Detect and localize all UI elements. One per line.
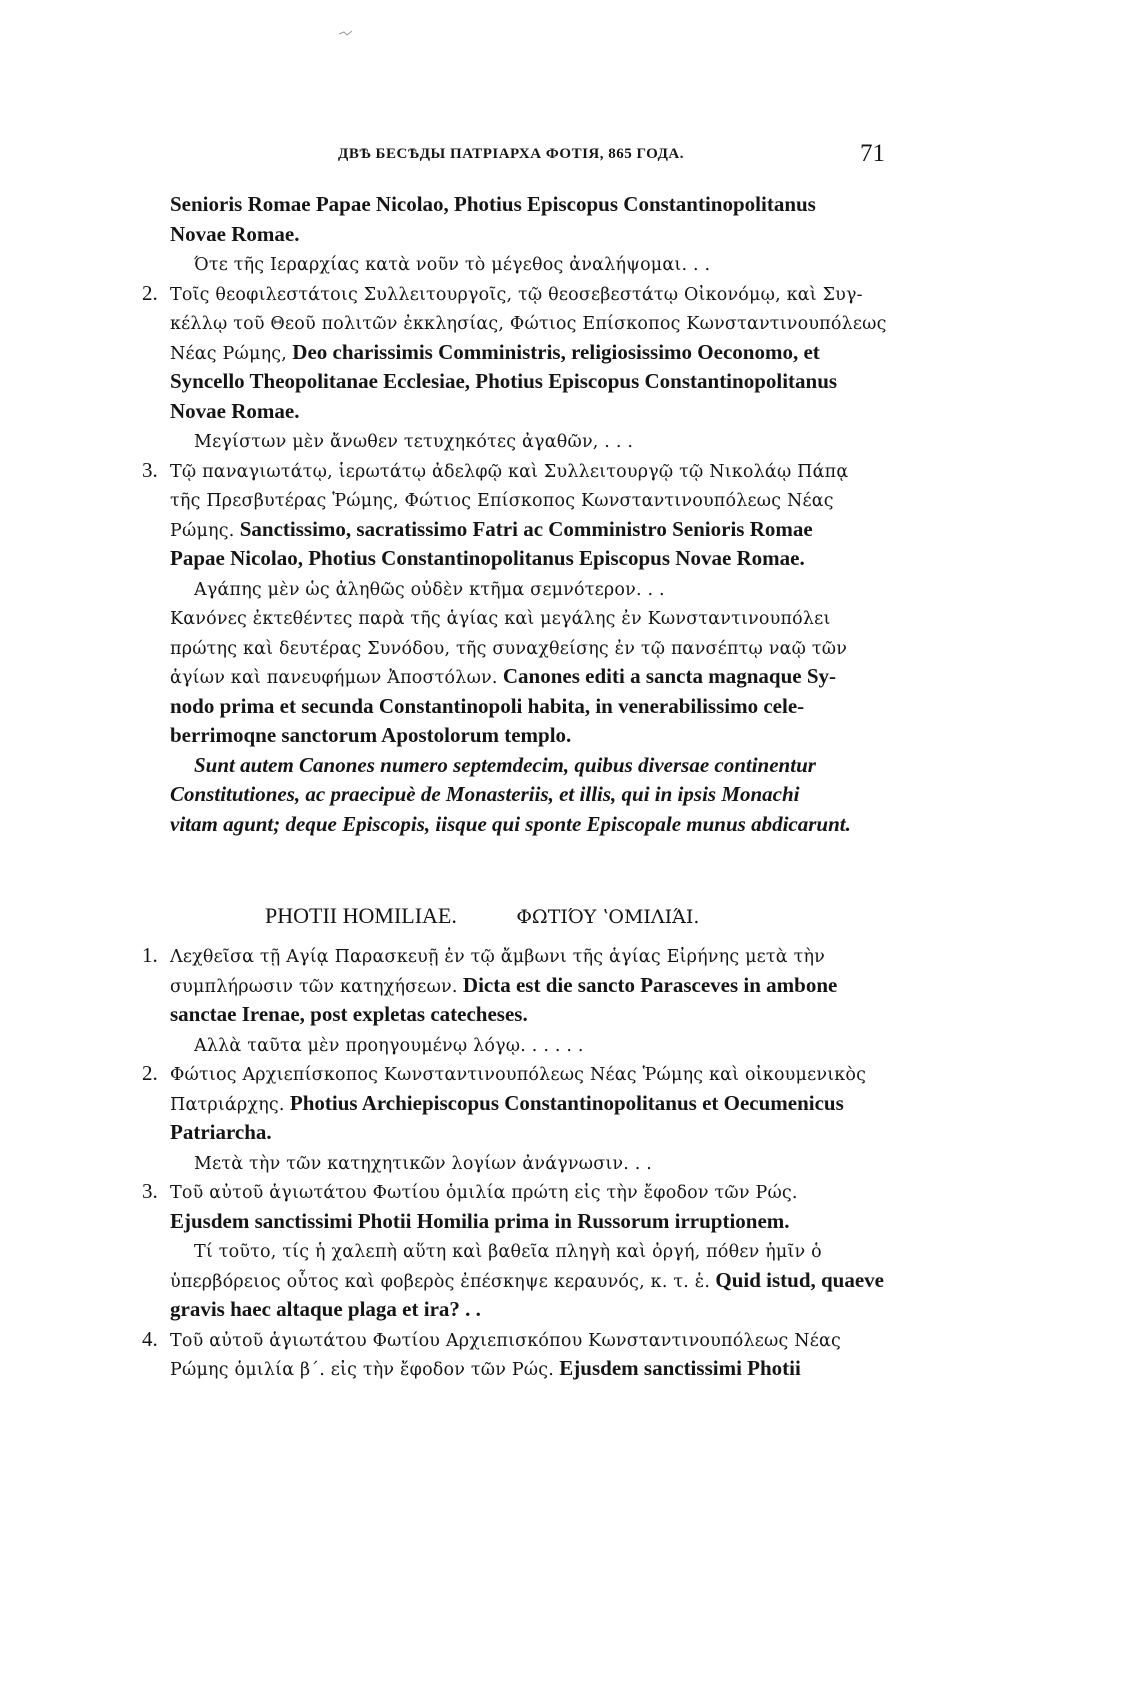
text-line: Νέας Ρώμης, Deo charissimis Comministris, religiosissimo Oeconomo, et — [170, 339, 820, 364]
section-heading-latin: PHOTII HOMILIAE. — [265, 903, 457, 928]
italic-note-line: vitam agunt; deque Episcopis, iisque qui sponte Episcopale munus abdicarunt. — [170, 811, 851, 836]
ink-speck-mark — [338, 28, 354, 38]
canones-line: Κανόνες ἐκτεθέντες παρὰ τῆς ἁγίας καὶ μεγάλης ἐν Κωνσταντινουπόλει — [170, 609, 831, 629]
incipit-line: Αγάπης μὲν ὡς ἀληθῶς οὐδὲν κτῆμα σεμνότερον. . . — [194, 579, 665, 600]
text-line: Ejusdem sanctissimi Photii Homilia prima in Russorum irruptionem. — [170, 1208, 790, 1233]
text-line: nodo prima et secunda Constantinopoli habita, in venerabilissimo cele- — [170, 693, 805, 718]
text-line: Patriarcha. — [170, 1120, 272, 1144]
incipit-line: Αλλὰ ταῦτα μὲν προηγουμένῳ λόγῳ. . . . . . — [194, 1035, 584, 1056]
section-heading — [170, 891, 885, 941]
page-body — [142, 190, 887, 1384]
text-line: πρώτης καὶ δευτέρας Συνόδου, τῆς συναχθείσης ἐν τῷ πανσέπτῳ ναῷ τῶν — [170, 638, 848, 659]
incipit-line: Μετὰ τὴν τῶν κατηχητικῶν λογίων ἀνάγνωσιν. . . — [194, 1153, 653, 1174]
text-line: συμπλήρωσιν τῶν κατηχήσεων. Dicta est die sancto Parasceves in ambone — [170, 972, 838, 997]
text-line: Πατριάρχης. Photius Archiepiscopus Constantinopolitanus et Oecumenicus — [170, 1090, 844, 1115]
text-line: ἁγίων καὶ πανευφήμων Ἀποστόλων. Canones editi a sancta magnaque Sy- — [170, 664, 837, 688]
text-line: Novae Romae. — [170, 221, 300, 246]
page-number: 71 — [860, 140, 885, 167]
text-line: Syncello Theopolitanae Ecclesiae, Photius Episcopus Constantinopolitanus — [170, 369, 838, 393]
section-heading-greek: ΦΩΤΙΌΥ ʽΟΜΙΛΙΆΙ. — [516, 906, 700, 928]
page-header — [170, 140, 885, 172]
text-line: κέλλῳ τοῦ Θεοῦ πολιτῶν ἐκκλησίας, Φώτιος Επίσκοπος Κωνσταντινουπόλεως — [170, 314, 887, 334]
homily-entry-3: 3. Τοῦ αὐτοῦ ἁγιωτάτου Φωτίου ὁμιλία πρώτη εἰς τὴν ἔφοδον τῶν Ρώς. — [142, 1179, 798, 1203]
homily-entry-1: 1. Λεχθεῖσα τῇ Αγίᾳ Παρασκευῇ ἐν τῷ ἄμβωνι τῆς ἁγίας Εἰρήνης μετὰ τὴν — [142, 943, 825, 967]
italic-note-line: Sunt autem Canones numero septemdecim, quibus diversae continentur — [194, 752, 816, 777]
text-line: τῆς Πρεσβυτέρας Ῥώμης, Φώτιος Επίσκοπος Κωνσταντινουπόλεως Νέας — [170, 491, 834, 511]
text-line: gravis haec altaque plaga et ira? . . — [170, 1297, 481, 1321]
homily-entry-2: 2. Φώτιος Αρχιεπίσκοπος Κωνσταντινουπόλεως Νέας Ῥώμης καὶ οἰκουμενικὸς — [142, 1061, 867, 1085]
homily-entry-4: 4. Τοῦ αὐτοῦ ἁγιωτάτου Φωτίου Αρχιεπισκόπου Κωνσταντινουπόλεως Νέας — [142, 1326, 842, 1351]
text-line: Senioris Romae Papae Nicolao, Photius Episcopus Constantinopolitanus — [170, 192, 816, 216]
text-line: berrimoqne sanctorum Apostolorum templo. — [170, 723, 572, 747]
incipit-line: Ότε τῆς Ιεραρχίας κατὰ νοῦν τὸ μέγεθος ἀναλήψομαι. . . — [194, 255, 711, 275]
italic-note-line: Constitutiones, ac praecipuè de Monasteriis, et illis, qui in ipsis Monachi — [170, 782, 800, 806]
text-line: Novae Romae. — [170, 398, 300, 423]
numbered-entry-2: 2. Τοῖς θεοφιλεστάτοις Συλλειτουργοῖς, τῷ θεοσεβεστάτῳ Οἰκονόμῳ, καὶ Συγ- — [142, 280, 863, 305]
incipit-line: Τί τοῦτο, τίς ἡ χαλεπὴ αὕτη καὶ βαθεῖα πληγὴ καὶ ὀργή, πόθεν ἡμῖν ὁ — [194, 1242, 822, 1262]
numbered-entry-3: 3. Τῷ παναγιωτάτῳ, ἱερωτάτῳ ἀδελφῷ καὶ Συλλειτουργῷ τῷ Νικολάῳ Πάπᾳ — [142, 457, 849, 482]
text-line: Ρώμης ὁμιλία β΄. εἰς τὴν ἔφοδον τῶν Ρώς. Ejusdem sanctissimi Photii — [170, 1356, 801, 1380]
running-title: ДВѢ БЕСѢДЫ ПАТРІАРХА ФОТІЯ, 865 ГОДА. — [338, 146, 684, 162]
text-line: sanctae Irenae, post expletas catecheses. — [170, 1002, 528, 1026]
incipit-line: Μεγίστων μὲν ἄνωθεν τετυχηκότες ἀγαθῶν, . . . — [194, 432, 634, 452]
text-line: Papae Nicolao, Photius Constantinopolitanus Episcopus Novae Romae. — [170, 546, 805, 570]
text-line: ὑπερβόρειος οὗτος καὶ φοβερὸς ἐπέσκηψε κεραυνός, κ. τ. ἑ. Quid istud, quaeve — [170, 1267, 884, 1292]
text-line: Ρώμης. Sanctissimo, sacratissimo Fatri ac Comministro Senioris Romae — [170, 516, 813, 541]
